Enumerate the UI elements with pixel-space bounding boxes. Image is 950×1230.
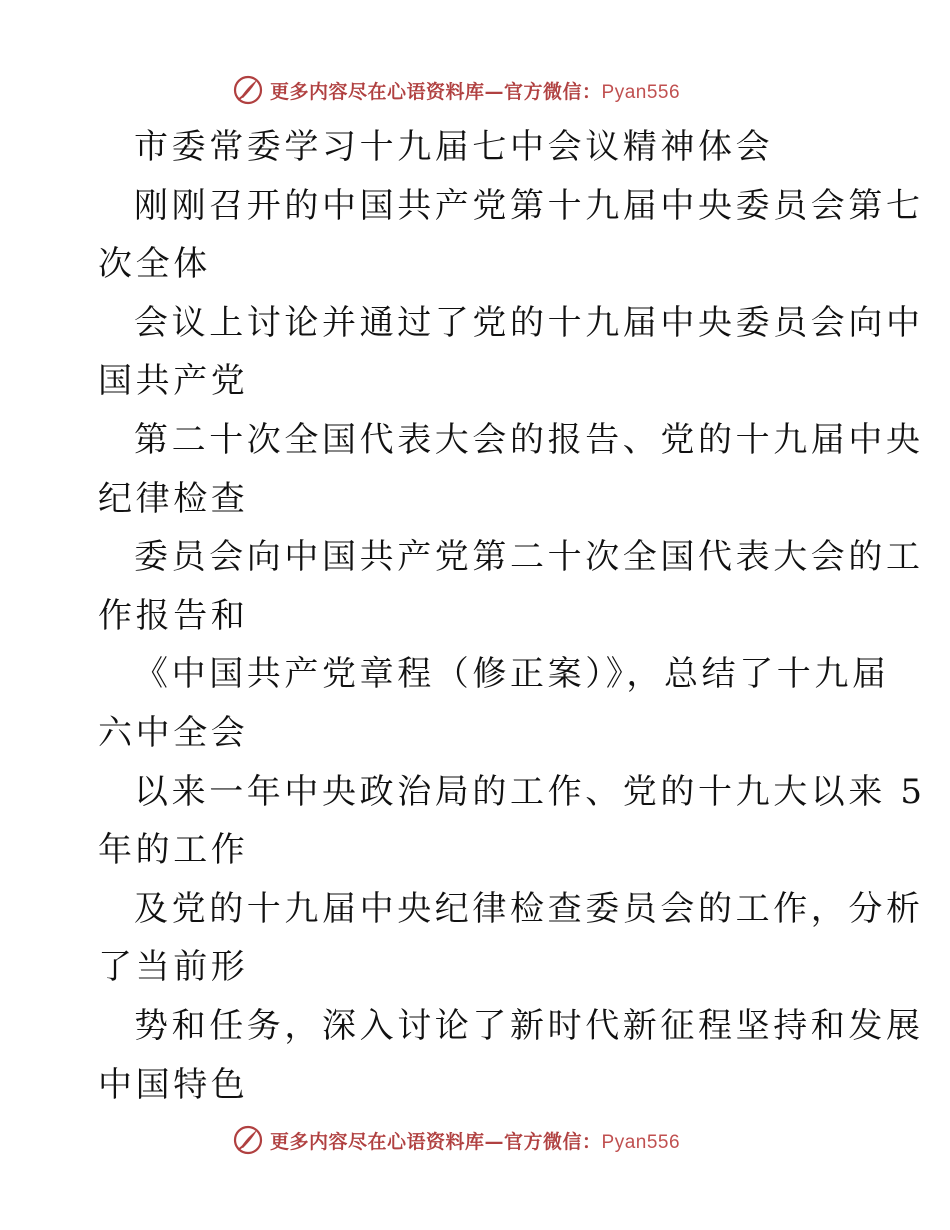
footer-banner-message: 更多内容尽在心语资料库—官方微信： xyxy=(270,1130,602,1153)
text-line: 年的工作 xyxy=(98,830,249,871)
quill-pen-logo-icon xyxy=(232,74,264,106)
text-line: 纪律检查 xyxy=(98,478,249,519)
footer-banner-text xyxy=(270,1127,680,1154)
text-line: 国共产党 xyxy=(98,361,249,402)
text-line: 势和任务，深入讨论了新时代新征程坚持和发展 xyxy=(134,1005,924,1046)
header-banner-text xyxy=(270,77,680,104)
text-line: 第二十次全国代表大会的报告、党的十九届中央 xyxy=(134,419,924,460)
header-banner-wechat-id: Pyan556 xyxy=(601,81,681,103)
text-line: 次全体 xyxy=(98,244,211,285)
text-line: 以来一年中央政治局的工作、党的十九大以来 5 xyxy=(134,771,926,812)
document-body xyxy=(98,118,926,1114)
text-line: 市委常委学习十九届七中会议精神体会 xyxy=(134,127,774,167)
text-line: 《中国共产党章程（修正案）》，总结了十九届 xyxy=(134,654,890,695)
text-line: 作报告和 xyxy=(98,595,249,636)
footer-banner xyxy=(232,1120,680,1160)
quill-pen-logo-icon xyxy=(232,1124,264,1156)
text-line: 委员会向中国共产党第二十次全国代表大会的工 xyxy=(134,537,924,578)
text-line: 了当前形 xyxy=(98,947,249,988)
header-banner-message: 更多内容尽在心语资料库—官方微信： xyxy=(270,80,602,103)
footer-banner-wechat-id: Pyan556 xyxy=(601,1131,681,1153)
text-line: 中国特色 xyxy=(98,1064,249,1105)
header-banner xyxy=(232,70,680,110)
text-line: 及党的十九届中央纪律检查委员会的工作，分析 xyxy=(134,888,924,929)
text-line: 会议上讨论并通过了党的十九届中央委员会向中 xyxy=(134,302,924,343)
text-line: 六中全会 xyxy=(98,712,249,753)
text-line: 刚刚召开的中国共产党第十九届中央委员会第七 xyxy=(134,185,924,226)
